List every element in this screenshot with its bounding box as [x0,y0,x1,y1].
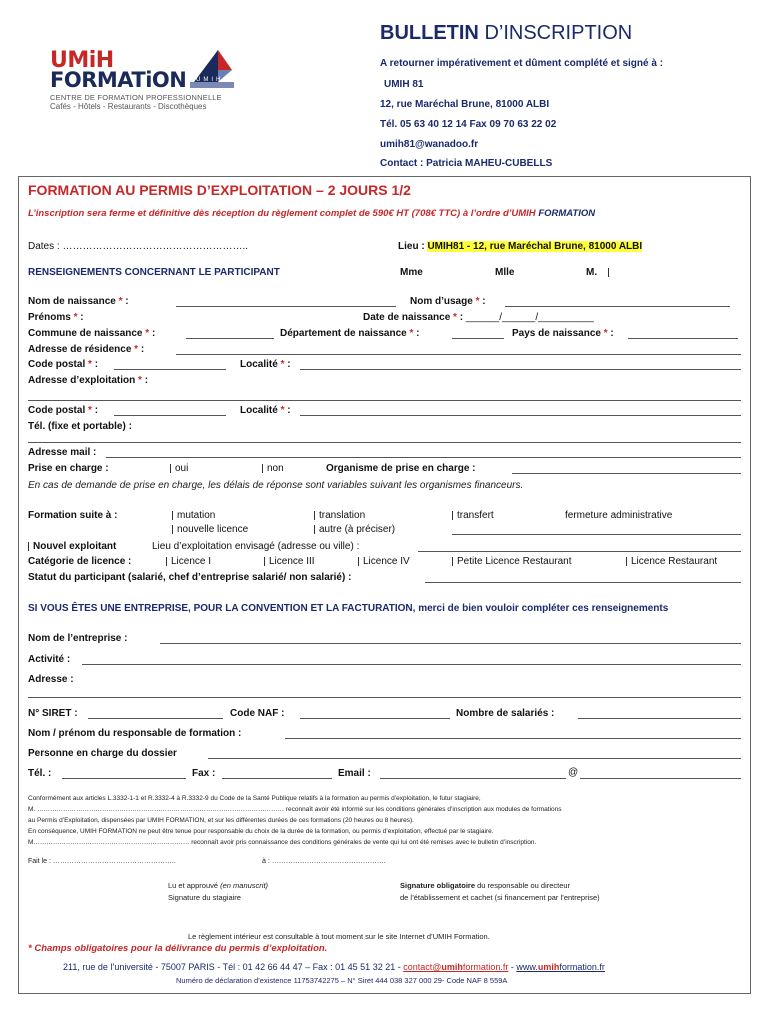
email-label: Email : [338,768,371,779]
departement-input[interactable] [452,338,504,339]
footer-address: 211, rue de l’université - 75007 PARIS - Tél : 01 42 66 44 47 – Fax : 01 45 51 32 21 - contact@umihformation.fr - www.umihformation.fr [63,962,605,972]
responsable-label: Nom / prénom du responsable de formation : [28,728,242,739]
footer-email-link[interactable]: contact@umihformation.fr [403,962,509,972]
opt-translation[interactable]: translation [314,510,365,521]
organisme-label: Organisme de prise en charge : [326,463,476,474]
civ-mlle[interactable]: Mlle [495,267,515,278]
naf-input[interactable] [300,718,450,719]
siret-label: N° SIRET : [28,708,78,719]
signature-stagiaire[interactable]: Signature du stagiaire [168,893,241,902]
date-naissance-label: Date de naissance * : ______/______/__________ [363,312,594,323]
org-email[interactable]: umih81@wanadoo.fr [380,139,479,150]
lieu-envisage-label: Lieu d’exploitation envisagé (adresse ou ville) : [152,541,360,552]
reglement-note: Le règlement intérieur est consultable à tout moment sur le site Internet d’UMIH Formation. [188,932,490,941]
signature-etablissement[interactable]: de l’établissement et cachet (si financement par l’entreprise) [400,893,600,902]
localite-label: Localité * : [240,359,291,370]
cp2-input[interactable] [114,415,226,416]
residence-input[interactable] [176,354,741,355]
activite-input[interactable] [82,664,741,665]
signature-obligatoire: Signature obligatoire du responsable ou directeur [400,881,571,890]
suite-label: Formation suite à : [28,510,118,521]
legal-line-2: M. …………………………………………………………………………………………………… reconnaît avoir été informé sur les conditions générales d’inscription aux modules de formations [28,806,562,813]
fax-label: Fax : [192,768,216,779]
salaries-label: Nombre de salariés : [456,708,555,719]
prise-non[interactable]: non [262,463,284,474]
mail-label: Adresse mail : [28,447,97,458]
logo-tag: UMIH [196,77,224,83]
responsable-input[interactable] [285,738,741,739]
localite2-label: Localité * : [240,405,291,416]
org-name: UMIH 81 [384,79,424,90]
legal-line-4: En conséquence, UMIH FORMATION ne peut être tenue pour responsable du choix de la durée de la formation, ou permis d’exploitation, effectué par le stagiaire. [28,828,494,835]
autre-input[interactable] [452,534,741,535]
localite-input[interactable] [300,369,741,370]
fait-a[interactable]: à : …………………………………………. [262,858,386,865]
residence-label: Adresse de résidence * : [28,344,145,355]
civ-m[interactable]: M. [586,267,613,278]
tel2-input[interactable] [62,778,186,779]
opt-transfert[interactable]: transfert [452,510,494,521]
lic-1[interactable]: Licence I [166,556,211,567]
adresse-label: Adresse : [28,674,74,685]
lic-4[interactable]: Licence IV [358,556,410,567]
dossier-label: Personne en charge du dossier [28,748,177,759]
email-input-user[interactable] [380,778,566,779]
footer-declaration: Numéro de déclaration d’existence 11753742275 – N° Siret 444 038 327 000 29- Code NAF 8 559A [176,976,508,985]
lic-3[interactable]: Licence III [264,556,315,567]
cp2-label: Code postal * : [28,405,99,416]
lic-petite[interactable]: Petite Licence Restaurant [452,556,572,567]
prenoms-label: Prénoms * : [28,312,84,323]
nom-usage-label: Nom d’usage * : [410,296,486,307]
statut-label: Statut du participant (salarié, chef d’entreprise salarié/ non salarié) : [28,572,352,583]
commune-label: Commune de naissance * : [28,328,156,339]
cp-input[interactable] [114,369,226,370]
prise-charge-label: Prise en charge : [28,463,109,474]
opt-nouvelle-licence[interactable]: nouvelle licence [172,524,248,535]
civ-mme[interactable]: Mme [400,267,423,278]
exploitation-label: Adresse d’exploitation * : [28,375,149,386]
dates-field[interactable]: Dates : ……………………………………………….. [28,241,249,252]
org-phone: Tél. 05 63 40 12 14 Fax 09 70 63 22 02 [380,119,557,130]
legal-line-3: au Permis d’Exploitation, dispensées par UMIH FORMATION, et sur les différentes durées de ces formations (20 heures ou 8 heures). [28,817,414,824]
tel-label: Tél. (fixe et portable) : [28,421,132,432]
legal-line-5: M……………………………………………………………… reconnaît avoir pris connaissance des conditions générales de vente qui lui ont été remises avec le bulletin d’inscription. [28,839,537,846]
nom-entreprise-label: Nom de l’entreprise : [28,633,128,644]
nom-naissance-label: Nom de naissance * : [28,296,129,307]
lieu-envisage-input[interactable] [418,551,741,552]
page-title: BULLETIN D’INSCRIPTION [380,22,633,44]
salaries-input[interactable] [578,718,741,719]
return-instruction: A retourner impérativement et dûment complété et signé à : [380,58,664,69]
siret-input[interactable] [88,718,223,719]
lieu-field: Lieu : UMIH81 - 12, rue Maréchal Brune, 81000 ALBI [398,241,643,252]
org-contact: Contact : Patricia MAHEU-CUBELLS [380,158,553,169]
email-at: @ [568,767,579,778]
departement-label: Département de naissance * : [280,328,420,339]
nouvel-exploitant[interactable]: Nouvel exploitant [28,541,116,552]
tel2-label: Tél. : [28,768,52,779]
pays-label: Pays de naissance * : [512,328,614,339]
champs-obligatoires: * Champs obligatoires pour la délivrance du permis d’exploitation. [28,943,328,954]
statut-input[interactable] [425,582,741,583]
categorie-label: Catégorie de licence : [28,556,132,567]
fait-le[interactable]: Fait le : …………………………………………….. [28,858,176,865]
organisme-input[interactable] [512,473,741,474]
opt-mutation[interactable]: mutation [172,510,215,521]
cp-label: Code postal * : [28,359,99,370]
legal-line-1: Conformément aux articles L.3332-1-1 et R.3332-4 à R.3332-9 du Code de la Santé Publique relatifs à la formation au permis d’exploitation, le futur stagiaire, [28,795,481,802]
activite-label: Activité : [28,654,71,665]
lu-approuve: Lu et approuvé (en manuscrit) [168,881,269,890]
commune-input[interactable] [186,338,274,339]
org-address: 12, rue Maréchal Brune, 81000 ALBI [380,99,550,110]
mail-input[interactable] [106,457,741,458]
pays-input[interactable] [628,338,738,339]
prise-oui[interactable]: oui [170,463,188,474]
footer-web-link[interactable]: www.umihformation.fr [516,962,605,972]
tel-input[interactable] [28,442,741,443]
payment-notice: L’inscription sera ferme et définitive dès réception du règlement complet de 590€ HT (708€ TTC) à l’ordre d’UMIH FORMATION [28,208,596,219]
section-title: FORMATION AU PERMIS D’EXPLOITATION – 2 JOURS 1/2 [28,182,411,198]
opt-autre[interactable]: autre (à préciser) [314,524,395,535]
logo-formation: FORMATiON [50,68,187,92]
logo-sectors: Cafés - Hôtels - Restaurants - Discothèques [50,102,207,111]
dossier-input[interactable] [208,758,741,759]
logo-subtitle: CENTRE DE FORMATION PROFESSIONNELLE [50,93,222,102]
entreprise-heading: SI VOUS ÊTES UNE ENTREPRISE, POUR LA CONVENTION ET LA FACTURATION, merci de bien vouloir compléter ces renseignements [28,603,669,614]
localite2-input[interactable] [300,415,741,416]
nom-usage-input[interactable] [505,306,730,307]
participant-heading: RENSEIGNEMENTS CONCERNANT LE PARTICIPANT [28,267,280,278]
email-input-domain[interactable] [580,778,741,779]
nom-naissance-input[interactable] [176,306,396,307]
adresse-input[interactable] [28,697,741,698]
lic-restaurant[interactable]: Licence Restaurant [626,556,717,567]
opt-fermeture[interactable]: fermeture administrative [565,510,673,521]
exploitation-input[interactable] [28,400,741,401]
fax-input[interactable] [222,778,332,779]
nom-entreprise-input[interactable] [160,643,741,644]
logo-umih: UMiH [50,48,114,73]
delais-note: En cas de demande de prise en charge, les délais de réponse sont variables suivant les organismes financeurs. [28,480,524,491]
naf-label: Code NAF : [230,708,285,719]
